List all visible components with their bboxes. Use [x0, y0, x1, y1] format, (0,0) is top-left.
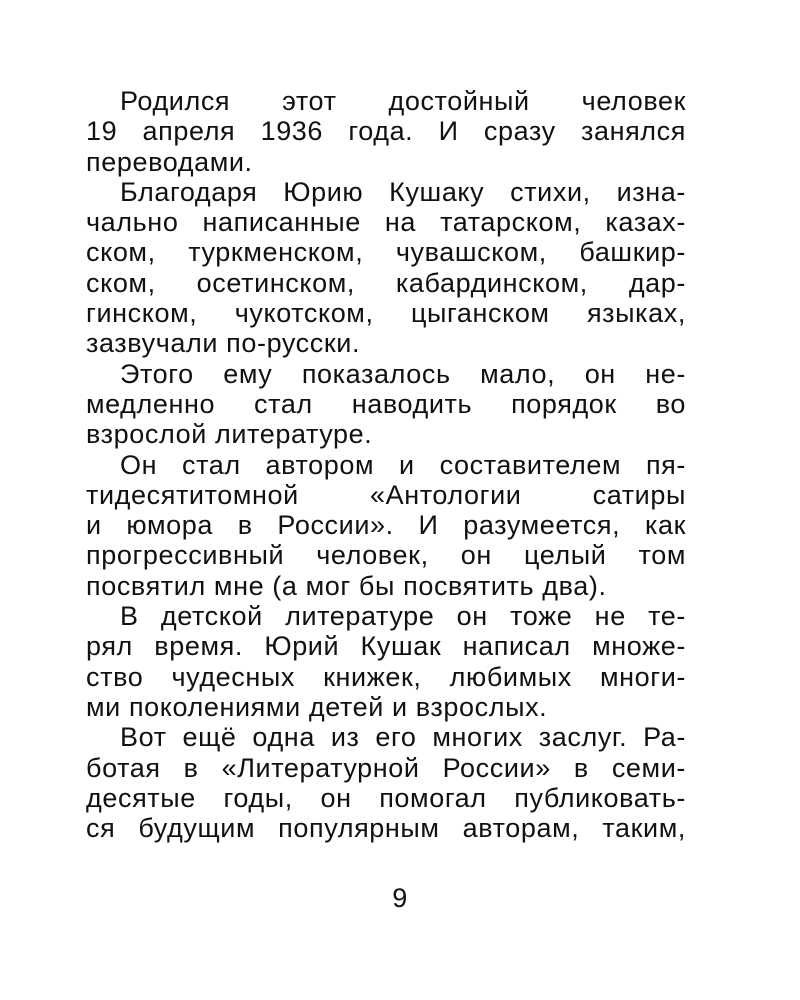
paragraph [86, 359, 686, 450]
text-line: переводами. [86, 146, 253, 177]
text-line: чально написанные на татарском, казах- [86, 207, 686, 238]
paragraph [86, 450, 686, 601]
paragraph [86, 86, 686, 177]
text-line: и юмора в России». И разумеется, как [86, 510, 686, 541]
text-line: тидесятитомной «Антологии сатиры [86, 479, 686, 510]
text-line: Он стал автором и составителем пя- [120, 449, 686, 480]
text-line: зазвучали по-русски. [86, 328, 361, 359]
text-line: посвятил мне (а мог бы посвятить два). [86, 570, 607, 601]
text-line: ботая в «Литературной России» в семи- [86, 752, 686, 783]
text-line: прогрессивный человек, он целый том [86, 540, 686, 571]
body-text [86, 86, 686, 843]
text-line: ство чудесных книжек, любимых многи- [86, 661, 686, 692]
text-line: 19 апреля 1936 года. И сразу занялся [86, 116, 686, 147]
text-line: медленно стал наводить порядок во [86, 388, 686, 419]
text-line: Вот ещё одна из его многих заслуг. Ра- [120, 722, 686, 753]
text-line: Благодаря Юрию Кушаку стихи, изна- [120, 176, 686, 207]
text-line: Этого ему показалось мало, он не- [120, 358, 686, 389]
text-line: гинском, чукотском, цыганском языках, [86, 298, 686, 329]
paragraph [86, 722, 686, 843]
paragraph [86, 601, 686, 722]
text-line: Родился этот достойный человек [120, 86, 686, 116]
text-line: взрослой литературе. [86, 419, 373, 450]
text-line: рял время. Юрий Кушак написал множе- [86, 631, 686, 662]
text-line: ми поколениями детей и взрослых. [86, 691, 548, 722]
text-line: ся будущим популярным авторам, таким, [86, 813, 686, 844]
paragraph [86, 177, 686, 359]
text-line: ском, туркменском, чувашском, башкир- [86, 237, 686, 268]
page-number: 9 [392, 883, 408, 913]
text-line: В детской литературе он тоже не те- [120, 601, 686, 632]
text-line: десятые годы, он помогал публиковать- [86, 782, 686, 813]
text-line: ском, осетинском, кабардинском, дар- [86, 267, 686, 298]
